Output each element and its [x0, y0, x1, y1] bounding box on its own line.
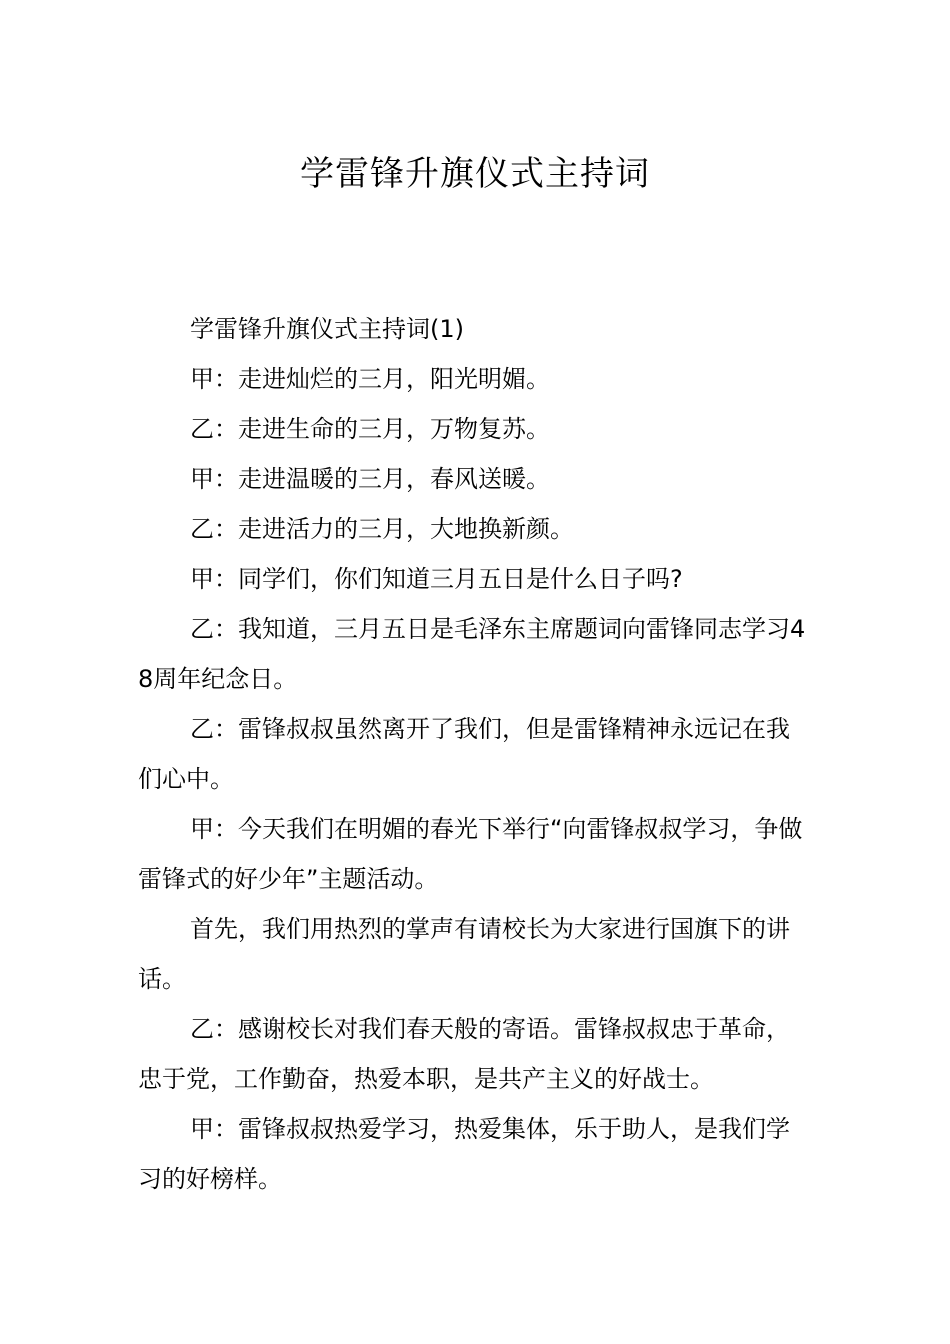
paragraph: 甲：走进灿烂的三月，阳光明媚。 — [190, 365, 550, 393]
paragraph: 甲：同学们，你们知道三月五日是什么日子吗? — [190, 565, 683, 593]
paragraph: 甲：今天我们在明媚的春光下举行“向雷锋叔叔学习，争做雷锋式的好少年”主题活动。 — [138, 815, 803, 893]
document-title: 学雷锋升旗仪式主持词 — [300, 154, 650, 194]
paragraph: 乙：雷锋叔叔虽然离开了我们，但是雷锋精神永远记在我们心中。 — [138, 715, 790, 793]
paragraph: 乙：感谢校长对我们春天般的寄语。雷锋叔叔忠于革命，忠于党，工作勤奋，热爱本职，是共产主义的好战士。 — [138, 1015, 790, 1093]
paragraph: 乙：我知道，三月五日是毛泽东主席题词向雷锋同志学习48周年纪念日。 — [138, 615, 806, 693]
paragraph: 乙：走进活力的三月，大地换新颜。 — [190, 515, 574, 543]
paragraph: 乙：走进生命的三月，万物复苏。 — [190, 415, 550, 443]
paragraph: 甲：雷锋叔叔热爱学习，热爱集体，乐于助人，是我们学习的好榜样。 — [138, 1115, 790, 1193]
paragraph-subtitle: 学雷锋升旗仪式主持词(1) — [190, 315, 464, 343]
paragraph: 首先，我们用热烈的掌声有请校长为大家进行国旗下的讲话。 — [138, 915, 790, 993]
paragraph: 甲：走进温暖的三月，春风送暖。 — [190, 465, 550, 493]
document-body — [138, 304, 810, 1204]
